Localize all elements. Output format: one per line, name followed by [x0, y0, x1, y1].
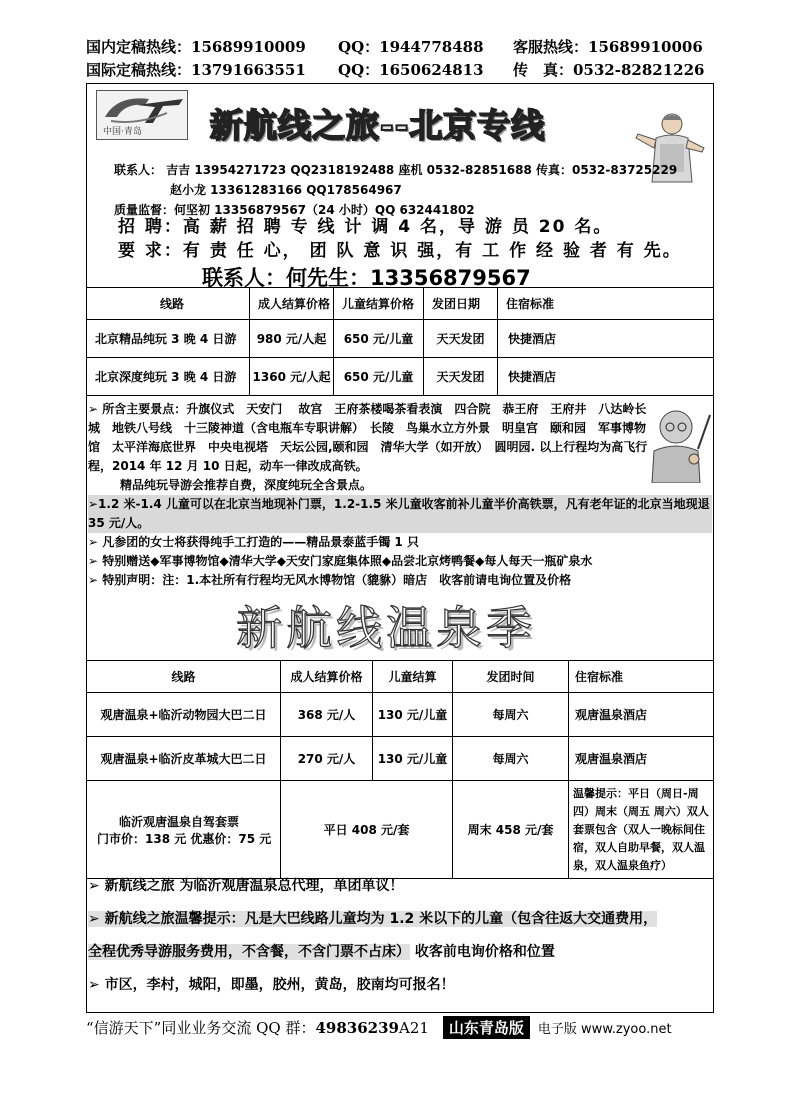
table-row — [87, 693, 714, 737]
website-link[interactable]: 电子版 www.zyoo.net — [537, 1022, 672, 1037]
route-name: 北京深度纯玩 3 晚 4 日游 — [87, 358, 250, 396]
departure-date: 天天发团 — [424, 320, 498, 358]
package-tip: 温馨提示：平日（周日-周四）周末（周五 周六）双人套票包含（双人一晚标间住宿，双人自助早餐，双人温泉，双人温泉鱼疗） — [569, 781, 714, 879]
hotline-header — [86, 36, 726, 82]
package-price: 门市价：138 元 优惠价：75 元 — [97, 831, 272, 846]
bottom-notes — [88, 870, 712, 1002]
child-price: 650 元/儿童 — [334, 358, 424, 396]
child-price: 650 元/儿童 — [334, 320, 424, 358]
beijing-price-table — [86, 287, 714, 396]
table-row — [87, 737, 714, 781]
signup-locations: ➢ 市区，李村，城阳，即墨，胶州，黄岛，胶南均可报名！ — [88, 977, 455, 993]
departure-date: 天天发团 — [424, 358, 498, 396]
adult-price: 368 元/人 — [281, 693, 373, 737]
teacher-illustration — [640, 405, 712, 483]
col-route: 线路 — [87, 661, 281, 693]
page-footer — [86, 1016, 726, 1039]
beijing-line-title: 新航线之旅--北京专线 — [210, 106, 546, 145]
hotel-standard: 快捷酒店 — [498, 320, 714, 358]
contact-line-secondary: 赵小龙 13361283166 QQ178564967 — [170, 183, 402, 197]
table-header-row — [87, 661, 714, 693]
logo-text: 中国·青岛 — [103, 127, 142, 137]
included-attractions: ➢ 所含主要景点：升旗仪式 天安门 故宫 王府茶楼喝茶看表演 四合院 恭王府 王府井 八达岭长城 地铁八号线 十三陵神道（含电瓶车专职讲解） 长陵 鸟巢水立方外景 明皇宫 颐和园 军事博物馆 太平洋海底世界 中央电视塔 天坛公园,颐和园 清华大学（如开放） 圆明园. 以上行程均为高飞行程，2014 年 12 月 10 日起，动车一律改成高铁。 — [88, 402, 648, 473]
domestic-hotline: 国内定稿热线：15689910009 — [86, 38, 306, 56]
company-logo — [96, 90, 188, 140]
route-name: 观唐温泉+临沂动物园大巴二日 — [87, 693, 281, 737]
hotel-standard: 快捷酒店 — [498, 358, 714, 396]
hotline-row-domestic — [86, 36, 726, 59]
service-hotline: 客服热线：15689910006 — [513, 38, 703, 56]
self-drive-package — [87, 781, 281, 879]
recruitment-notice — [118, 215, 682, 293]
qq-group-label: “信游天下”同业业务交流 QQ 群： — [86, 1019, 316, 1037]
edition-badge: 山东青岛版 — [443, 1016, 530, 1039]
hotline-row-international — [86, 59, 726, 82]
adult-price: 270 元/人 — [281, 737, 373, 781]
beijing-notes — [88, 400, 712, 590]
hotel-standard: 观唐温泉酒店 — [569, 737, 714, 781]
col-adult-price: 成人结算价格 — [250, 288, 334, 320]
agency-note: ➢ 新航线之旅 为临沂观唐温泉总代理，单团单议！ — [88, 878, 404, 894]
weekday-price: 平日 408 元/套 — [281, 781, 453, 879]
contact-info — [114, 160, 677, 220]
international-hotline: 国际定稿热线：13791663551 — [86, 61, 306, 79]
weekend-price: 周末 458 元/套 — [453, 781, 569, 879]
statement-note: ➢ 特别声明：注：1.本社所有行程均无风水博物馆（貔貅）暗店 收客前请电询位置及价格 — [88, 573, 572, 587]
gift-note: ➢ 凡参团的女士将获得纯手工打造的——精品景泰蓝手镯 1 只 — [88, 535, 419, 549]
hotel-standard: 观唐温泉酒店 — [569, 693, 714, 737]
child-price: 130 元/儿童 — [373, 693, 453, 737]
col-hotel: 住宿标准 — [498, 288, 714, 320]
col-departure: 发团时间 — [453, 661, 569, 693]
requirements-line: 要 求：有 责 任 心， 团 队 意 识 强，有 工 作 经 验 者 有 先。 — [118, 241, 682, 261]
col-route: 线路 — [87, 288, 250, 320]
hot-spring-price-table — [86, 660, 714, 879]
table-row — [87, 781, 714, 879]
route-name: 北京精品纯玩 3 晚 4 日游 — [87, 320, 250, 358]
package-name: 临沂观唐温泉自驾套票 — [119, 814, 240, 829]
child-ticket-note: ➢1.2 米-1.4 儿童可以在北京当地现补门票，1.2-1.5 米儿童收客前补儿童半价高铁票，凡有老年证的北京当地现退 35 元/人。 — [88, 495, 712, 533]
table-header-row — [87, 288, 714, 320]
departure-date: 每周六 — [453, 693, 569, 737]
table-row — [87, 320, 714, 358]
adult-price: 980 元/人起 — [250, 320, 334, 358]
recruitment-contact: 联系人：何先生：13356879567 — [202, 266, 531, 290]
col-hotel: 住宿标准 — [569, 661, 714, 693]
col-adult-price: 成人结算价格 — [281, 661, 373, 693]
col-child-price: 儿童结算价格 — [334, 288, 424, 320]
contact-line-primary: 联系人： 吉吉 13954271723 QQ2318192488 座机 0532-82851688 传真：0532-83725229 — [114, 163, 678, 177]
fax-number: 传 真：0532-82821226 — [513, 61, 705, 79]
child-price: 130 元/儿童 — [373, 737, 453, 781]
logo-swoosh-icon — [97, 91, 187, 127]
bonus-note: ➢ 特别赠送◆军事博物馆◆清华大学◆天安门家庭集体照◆品尝北京烤鸭餐◆每人每天一瓶矿泉水 — [88, 554, 593, 568]
col-child-price: 儿童结算 — [373, 661, 453, 693]
bus-child-note: ➢ 新航线之旅温馨提示：凡是大巴线路儿童均为 1.2 米以下的儿童（包含往返大交通费用， — [88, 911, 658, 927]
domestic-qq: QQ：1944778488 — [338, 38, 484, 56]
qq-group-number: 49836239 — [315, 1018, 399, 1037]
table-row — [87, 358, 714, 396]
adult-price: 1360 元/人起 — [250, 358, 334, 396]
international-qq: QQ：1650624813 — [338, 61, 484, 79]
bus-included-note: 全程优秀导游服务费用，不含餐，不含门票不占床） — [88, 944, 410, 960]
page-number: A21 — [398, 1018, 429, 1037]
inquiry-note: 收客前电询价格和位置 — [410, 944, 555, 960]
recruitment-line: 招 聘：高 薪 招 聘 专 线 计 调 4 名，导 游 员 20 名。 — [118, 217, 613, 237]
hot-spring-title: 新航线温泉季 — [236, 601, 536, 655]
route-name: 观唐温泉+临沂皮革城大巴二日 — [87, 737, 281, 781]
departure-date: 每周六 — [453, 737, 569, 781]
self-pay-note: 精品纯玩导游会推荐自费，深度纯玩全含景点。 — [120, 478, 373, 492]
quality-supervision: 质量监督：何坚初 13356879567（24 小时）QQ 632441802 — [114, 203, 475, 217]
col-departure: 发团日期 — [424, 288, 498, 320]
